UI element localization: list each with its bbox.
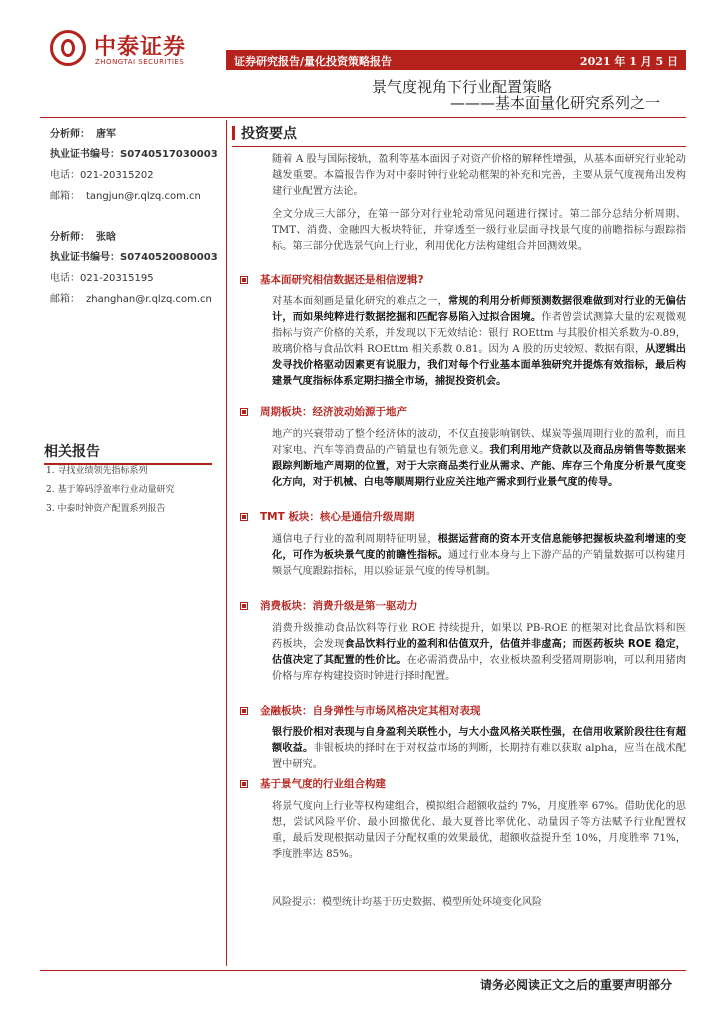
analyst-1-cert: 执业证书编号：S0740517030003	[50, 149, 218, 160]
analyst-1-name: 分析师： 唐军	[50, 129, 116, 140]
section-title: 基于景气度的行业组合构建	[260, 778, 386, 790]
report-subtitle: ———基本面量化研究系列之一	[450, 94, 661, 112]
section-paragraph: 对基本面刻画是量化研究的难点之一，常规的利用分析师预测数据很难做到对行业的无偏估计，而如果纯粹进行数据挖掘和匹配容易陷入过拟合困境。作者曾尝试测算大量的宏观微观指标与资产价格的关系，并发现以下无效结论：银行 ROEttm 与其股价相关系数为-0.89，玻璃价格与食品饮料 ROEttm 相关系数 0.81。因为 A 股的历史较短、数据有限，从逻辑出发寻找价格驱动因素更有说服力，我们对每个行业基本面单独研究并提炼有效指标，最后构建景气度指标体系定期扫描全市场，捕捉投资机会。	[272, 296, 687, 387]
related-report-item[interactable]: 2. 基于筹码浮盈率行业动量研究	[46, 485, 175, 495]
section-title: 周期板块：经济波动始源于地产	[260, 406, 407, 418]
analyst-2-phone: 电话：021-20315195	[50, 273, 154, 284]
section-paragraph: 通信电子行业的盈利周期特征明显，根据运营商的资本开支信息能够把握板块盈利增速的变化，可作为板块景气度的前瞻性指标。通过行业本身与上下游产品的产销量数据可以构建月频景气度跟踪指标，用以验证景气度的传导机制。	[272, 534, 687, 577]
risk-warning: 风险提示：模型统计均基于历史数据、模型所处环境变化风险	[272, 897, 542, 908]
square-bullet-icon	[240, 780, 248, 788]
related-report-item[interactable]: 1. 寻找业绩领先指标系列	[46, 466, 148, 476]
report-date: 2021 年 1 月 5 日	[579, 55, 678, 68]
square-bullet-icon	[240, 513, 248, 521]
intro-paragraph-2: 全文分成三大部分，在第一部分对行业轮动常见问题进行探讨。第二部分总结分析周期、TMT、消费、金融四大板块特征，并穿透至一级行业层面寻找景气度的前瞻指标与跟踪指标。第三部分优选景气向上行业，利用优化方法构建组合并回测效果。	[272, 209, 686, 252]
key-points-heading: 投资要点	[232, 123, 686, 147]
logo-mark	[50, 30, 86, 66]
section-title: 金融板块：自身弹性与市场风格决定其相对表现	[260, 705, 481, 717]
report-banner	[226, 50, 686, 70]
section-title: 基本面研究相信数据还是相信逻辑?	[260, 274, 424, 286]
section-paragraph: 地产的兴衰带动了整个经济体的波动，不仅直接影响钢铁、煤炭等强周期行业的盈利，而且对家电、汽车等消费品的产销量也有领先意义。我们利用地产贷款以及商品房销售等数据来跟踪判断地产周期的位置，对于大宗商品类行业从需求、产能、库存三个角度分析景气度变化方向，对于机械、白电等顺周期行业应关注地产需求到行业景气度的传导。	[272, 429, 686, 488]
disclaimer-notice: 请务必阅读正文之后的重要声明部分	[480, 978, 673, 992]
analyst-2-cert: 执业证书编号：S0740520080003	[50, 252, 218, 263]
logo-english: ZHONGTAI SECURITIES	[95, 58, 185, 66]
section-title: 消费板块：消费升级是第一驱动力	[260, 600, 418, 612]
related-reports-heading: 相关报告	[44, 441, 212, 465]
analyst-2-name: 分析师： 张晗	[50, 232, 116, 243]
section-paragraph: 银行股价相对表现与自身盈利关联性小，与大小盘风格关联性强，在信用收紧阶段往往有超额收益。非银板块的择时在于对权益市场的判断，长期持有难以获取 alpha，应当在战术配置中研究。	[272, 727, 686, 770]
analyst-1-phone: 电话：021-20315202	[50, 170, 154, 181]
logo-name: 中泰证券	[94, 35, 187, 60]
header-divider	[40, 117, 686, 118]
analyst-2-email[interactable]: 邮箱： zhanghan@r.qlzq.com.cn	[50, 294, 212, 305]
analyst-1-email[interactable]: 邮箱： tangjun@r.qlzq.com.cn	[50, 191, 201, 202]
column-divider	[226, 120, 227, 966]
square-bullet-icon	[240, 408, 248, 416]
report-title: 景气度视角下行业配置策略	[372, 78, 553, 96]
square-bullet-icon	[240, 707, 248, 715]
report-type: 证券研究报告/量化投资策略报告	[234, 55, 393, 68]
section-title: TMT 板块：核心是通信升级周期	[260, 511, 415, 523]
related-report-item[interactable]: 3. 中泰时钟资产配置系列报告	[46, 504, 166, 514]
square-bullet-icon	[240, 602, 248, 610]
footer-divider	[40, 970, 686, 971]
square-bullet-icon	[240, 276, 248, 284]
section-paragraph: 消费升级推动食品饮料等行业 ROE 持续提升，如果以 PB-ROE 的框架对比食品饮料和医药板块，会发现食品饮料行业的盈利和估值双升，估值并非虚高；而医药板块 ROE 稳定，估值决定了其配置的性价比。在必需消费品中，农业板块盈利受猪周期影响，可以利用猪肉价格与库存构建投资时钟进行择时配置。	[272, 623, 687, 682]
intro-paragraph-1: 随着 A 股与国际接轨，盈利等基本面因子对资产价格的解释性增强，从基本面研究行业轮动越发重要。本篇报告作为对中泰时钟行业轮动框架的补充和完善，主要从景气度视角出发构建行业配置方法论。	[272, 154, 686, 197]
section-paragraph: 将景气度向上行业等权构建组合，模拟组合超额收益约 7%，月度胜率 67%。借助优化的思想，尝试风险平价、最小回撤优化、最大夏普比率优化、动量因子等方法赋予行业配置权重，最后发现根据动量因子分配权重的效果最优，超额收益提升至 10%，月度胜率 71%，季度胜率达 85%。	[272, 801, 686, 860]
